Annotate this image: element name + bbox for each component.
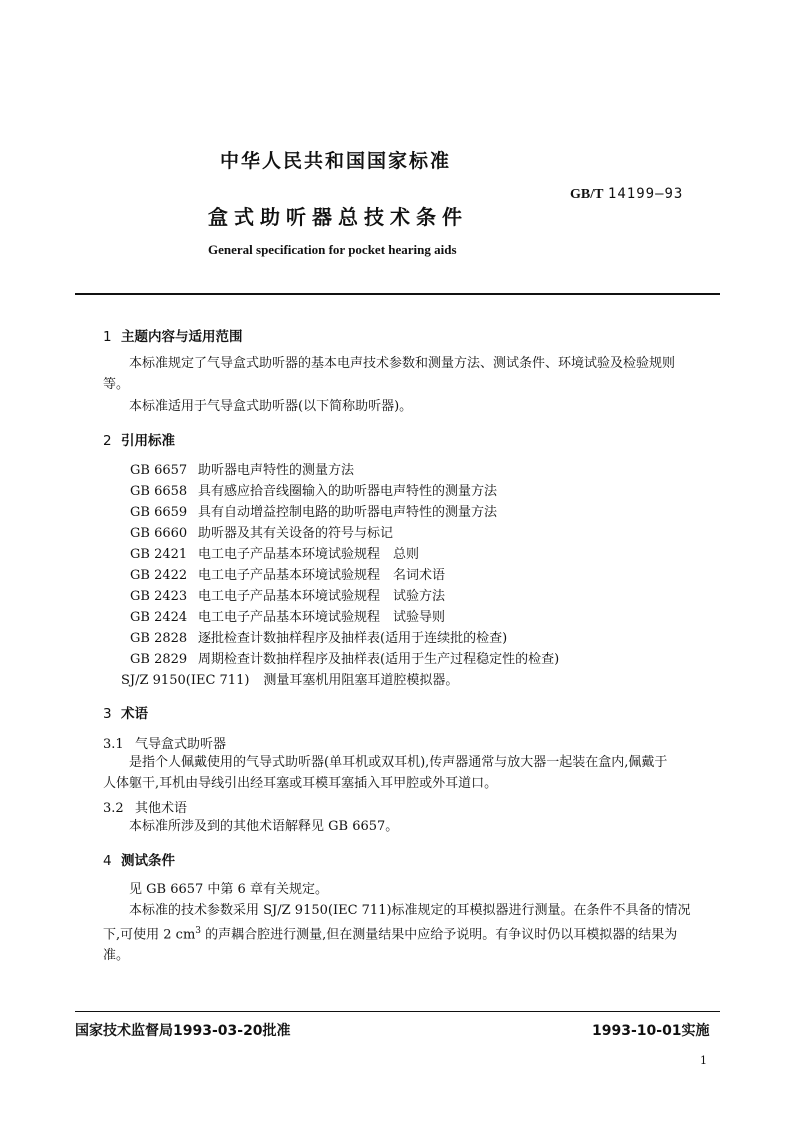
section-title: 引用标准	[121, 433, 175, 449]
section-number: 1	[103, 329, 112, 345]
reference-title: 逐批检查计数抽样程序及抽样表(适用于连续批的检查)	[198, 631, 508, 646]
reference-code: GB 2829	[130, 652, 188, 667]
paragraph-line: 是指个人佩戴使用的气导式助听器(单耳机或双耳机),传声器通常与放大器一起装在盒内,佩戴于	[129, 755, 668, 770]
subsection-heading-3-1	[103, 733, 226, 752]
paragraph-line: 等。	[103, 377, 130, 392]
reference-title: 具有感应拾音线圈输入的助听器电声特性的测量方法	[198, 484, 498, 499]
reference-code: GB 2421	[130, 547, 188, 562]
section-title: 测试条件	[121, 853, 175, 869]
reference-title: 具有自动增益控制电路的助听器电声特性的测量方法	[198, 505, 498, 520]
section-number: 3	[103, 706, 112, 722]
section-heading-2	[103, 429, 175, 449]
reference-item	[130, 501, 497, 520]
reference-code: GB 6659	[130, 505, 188, 520]
section-title: 主题内容与适用范围	[121, 329, 243, 345]
paragraph-line: 本标准规定了气导盒式助听器的基本电声技术参数和测量方法、测试条件、环境试验及检验规则	[129, 356, 676, 371]
reference-item	[130, 627, 507, 646]
reference-item	[130, 648, 559, 667]
section3-1-paragraph	[103, 752, 720, 794]
reference-title: 测量耳塞机用阻塞耳道腔模拟器。	[263, 673, 459, 688]
reference-code: SJ/Z 9150(IEC 711)	[121, 673, 250, 688]
reference-code: GB 2422	[130, 568, 188, 583]
paragraph-line: 下,可使用 2 $cm^3$ 的声耦合腔进行测量,但在测量结果中应给予说明。有争议时仍以耳模拟器的结果为	[103, 926, 678, 943]
standard-code-number: 14199—93	[607, 186, 684, 202]
document-title: 盒式助听器总技术条件	[208, 205, 468, 229]
document-english-title: General specification for pocket hearing aids	[208, 242, 457, 257]
reference-item	[121, 669, 458, 688]
reference-code: GB 6658	[130, 484, 188, 499]
section-heading-4	[103, 849, 175, 869]
reference-code: GB 6657	[130, 463, 188, 478]
paragraph-line: 人体躯干,耳机由导线引出经耳塞或耳模耳塞插入耳甲腔或外耳道口。	[103, 776, 498, 791]
reference-code: GB 6660	[130, 526, 188, 541]
section-heading-1	[103, 325, 243, 345]
standard-code-prefix: GB/T	[570, 187, 604, 202]
reference-title: 助听器电声特性的测量方法	[198, 463, 355, 478]
section4-paragraph-2	[103, 900, 720, 966]
header-divider	[75, 293, 720, 295]
subsection-heading-3-2	[103, 797, 187, 816]
section-title: 术语	[121, 706, 148, 722]
section3-2-paragraph: 本标准所涉及到的其他术语解释见 GB 6657。	[129, 819, 399, 834]
subsection-title: 气导盒式助听器	[135, 737, 227, 752]
reference-title: 电工电子产品基本环境试验规程 总则	[198, 547, 420, 562]
reference-code: GB 2828	[130, 631, 188, 646]
reference-code: GB 2424	[130, 610, 188, 625]
implementation-date: 1993-10-01实施	[592, 1023, 710, 1039]
reference-item	[130, 522, 393, 541]
reference-item	[130, 606, 445, 625]
page-number: 1	[700, 1054, 707, 1067]
reference-item	[130, 543, 419, 562]
section-number: 2	[103, 433, 112, 449]
reference-title: 电工电子产品基本环境试验规程 试验方法	[198, 589, 446, 604]
reference-code: GB 2423	[130, 589, 188, 604]
subsection-number: 3.2	[103, 801, 124, 816]
reference-item	[130, 480, 497, 499]
section-heading-3	[103, 702, 148, 722]
standard-code	[570, 186, 683, 203]
subsection-title: 其他术语	[135, 801, 188, 816]
reference-item	[130, 459, 354, 478]
subsection-number: 3.1	[103, 737, 124, 752]
reference-title: 电工电子产品基本环境试验规程 试验导则	[198, 610, 446, 625]
approval-statement: 国家技术监督局1993-03-20批准	[75, 1023, 291, 1039]
section1-paragraph-1	[103, 353, 720, 395]
reference-title: 电工电子产品基本环境试验规程 名词术语	[198, 568, 446, 583]
paragraph-line: 准。	[103, 948, 130, 964]
section-number: 4	[103, 853, 112, 869]
reference-title: 周期检查计数抽样程序及抽样表(适用于生产过程稳定性的检查)	[198, 652, 560, 667]
standard-title: 中华人民共和国国家标准	[220, 150, 452, 172]
section4-paragraph-1: 见 GB 6657 中第 6 章有关规定。	[129, 882, 328, 897]
reference-title: 助听器及其有关设备的符号与标记	[198, 526, 394, 541]
footer-divider	[75, 1011, 720, 1012]
reference-item	[130, 564, 445, 583]
paragraph-line: 本标准的技术参数采用 SJ/Z 9150(IEC 711)标准规定的耳模拟器进行测量。在条件不具备的情况	[129, 903, 691, 918]
reference-item	[130, 585, 445, 604]
section1-paragraph-2: 本标准适用于气导盒式助听器(以下简称助听器)。	[129, 399, 413, 414]
